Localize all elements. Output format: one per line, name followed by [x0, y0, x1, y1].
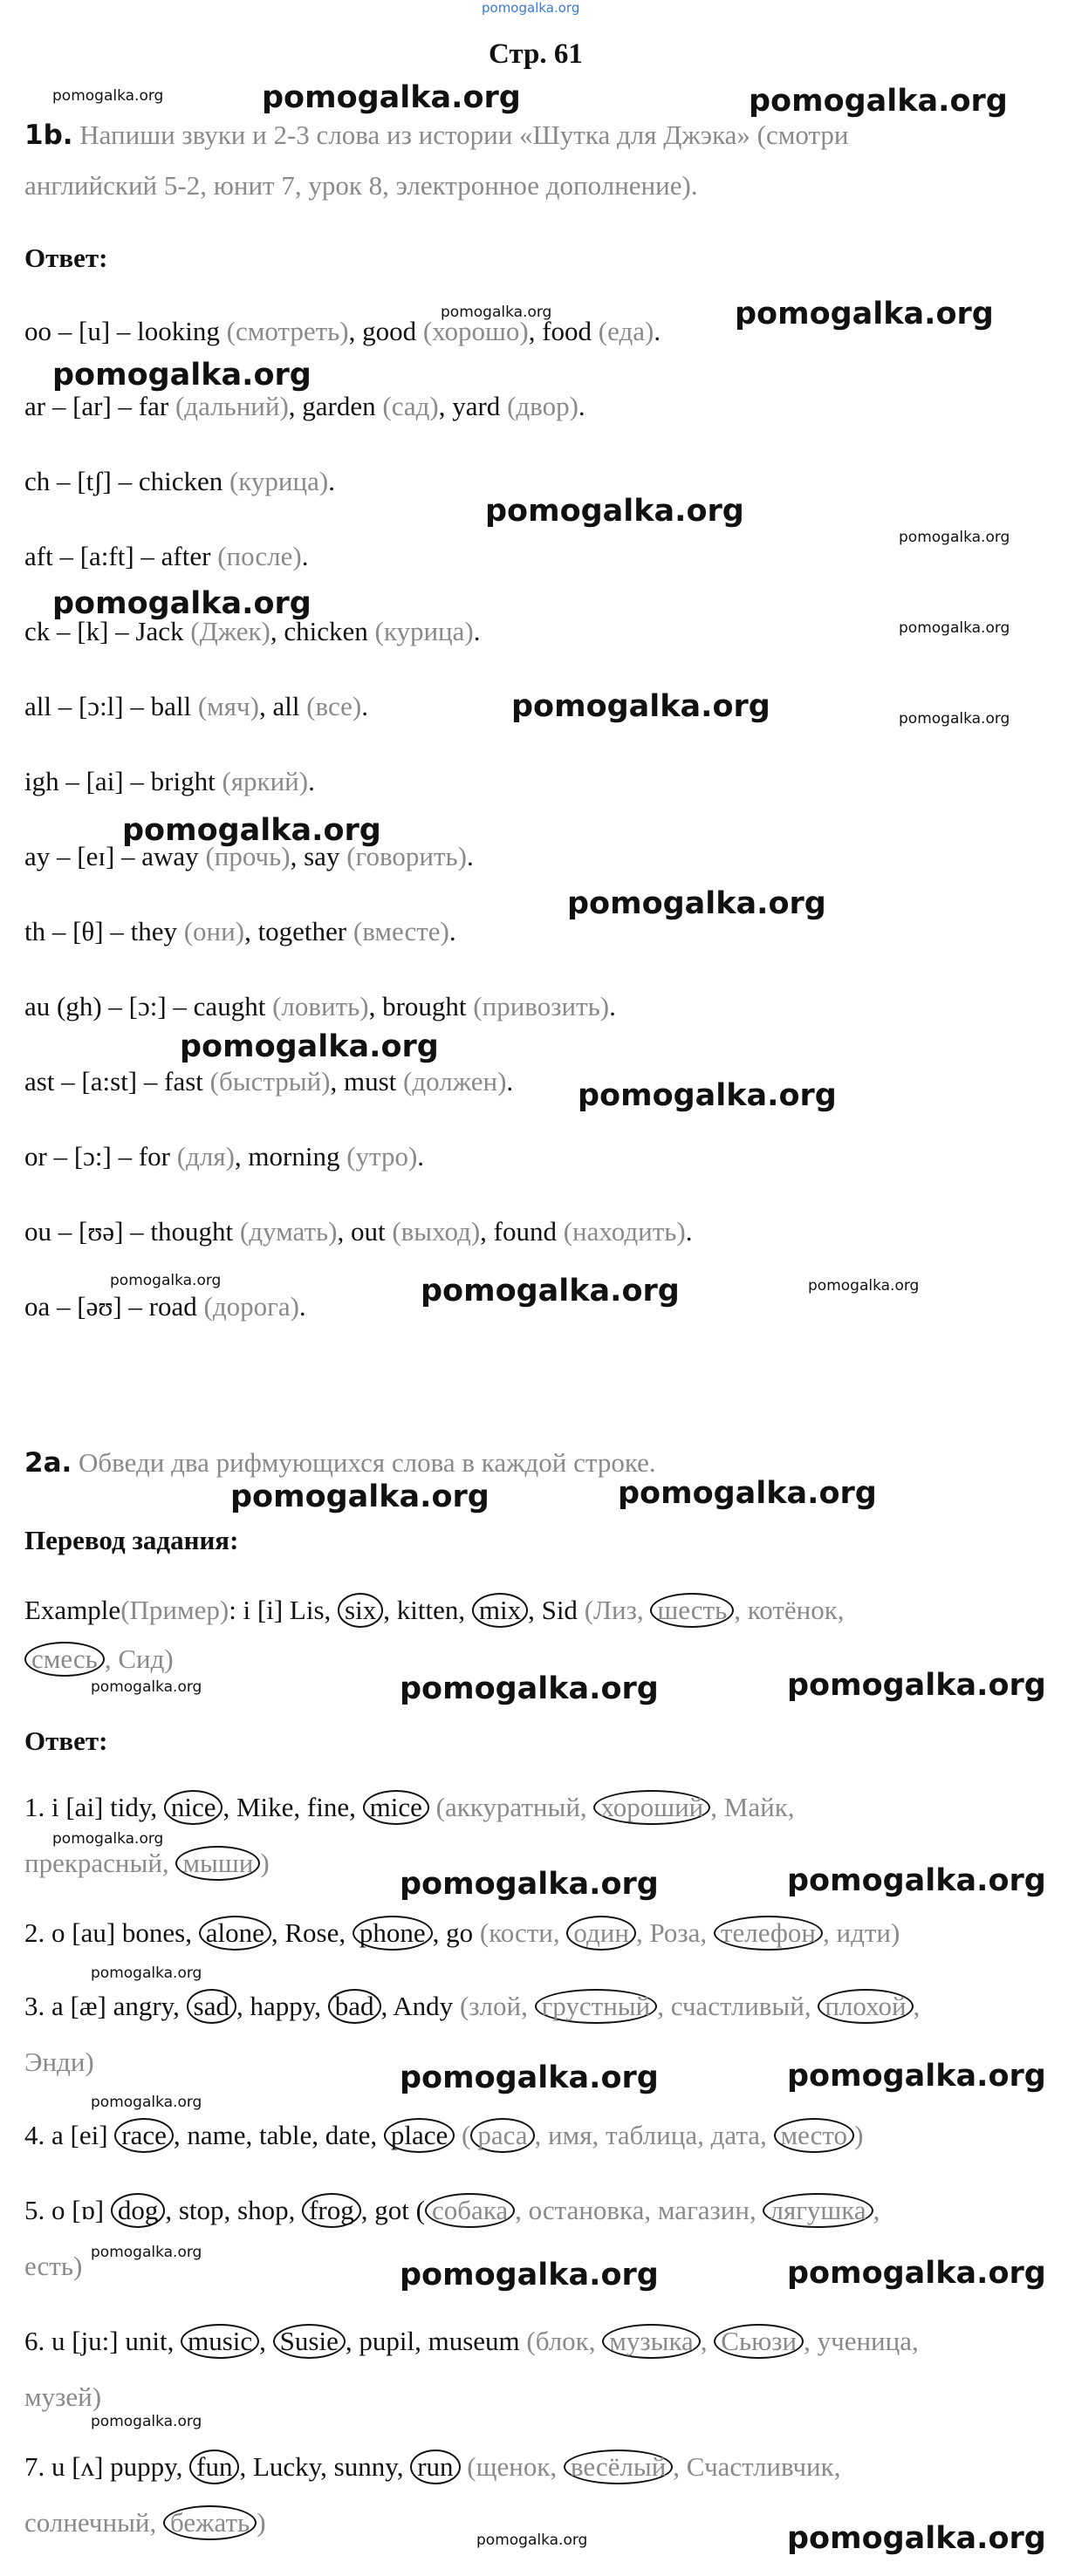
- sound-text: ar – [ar] – far: [24, 391, 175, 421]
- answer-text: , счастливый,: [657, 1991, 818, 2021]
- answer-text: (: [455, 2120, 471, 2150]
- translation-text: (должен): [403, 1066, 507, 1097]
- translation-text: (все): [306, 691, 362, 721]
- circled-word: place: [384, 2118, 455, 2153]
- answer-text: , pupil, museum: [345, 2326, 527, 2356]
- watermark: pomogalka.org: [52, 358, 312, 393]
- answer-text: 6. u [ju:] unit,: [24, 2326, 181, 2356]
- sound-text: , found: [480, 1216, 564, 1247]
- sound-text: ch – [tʃ] – chicken: [24, 466, 229, 496]
- watermark: pomogalka.org: [899, 529, 1010, 546]
- answer-text: , Счастливчик,: [673, 2451, 841, 2482]
- translation-label: Перевод задания:: [24, 1525, 239, 1555]
- answer-text: , Andy: [380, 1991, 460, 2021]
- watermark: pomogalka.org: [476, 2532, 588, 2549]
- answer-text: , Lucky, sunny,: [239, 2451, 411, 2482]
- circled-word: music: [181, 2324, 259, 2359]
- watermark: pomogalka.org: [578, 1078, 837, 1113]
- translation-text: (думать): [239, 1216, 338, 1247]
- translation-text: (утро): [346, 1141, 418, 1172]
- sound-text: .: [308, 766, 315, 796]
- sound-text: ast – [a:st] – fast: [24, 1066, 210, 1097]
- answer-text: прекрасный,: [24, 1848, 176, 1878]
- translation-text: (прочь): [205, 841, 291, 871]
- circled-word: bad: [328, 1989, 381, 2024]
- answer-text: 2. o [au] bones,: [24, 1917, 199, 1948]
- watermark: pomogalka.org: [899, 619, 1010, 637]
- example-translation: (Лиз,: [584, 1595, 651, 1625]
- sound-text: ou – [ʊə] – thought: [24, 1216, 240, 1247]
- translation-text: (хорошо): [422, 316, 529, 346]
- circled-word: собака: [425, 2193, 515, 2228]
- example-label-translation: (Пример): [120, 1595, 229, 1625]
- watermark: pomogalka.org: [262, 80, 521, 115]
- translation-text: (находить): [563, 1216, 686, 1247]
- watermark: pomogalka.org: [400, 1867, 659, 1902]
- answer-row: [24, 2380, 101, 2415]
- answer-text: 7. u [ʌ] puppy,: [24, 2451, 190, 2482]
- example-label: Example: [24, 1595, 121, 1625]
- answer-text: Энди): [24, 2046, 94, 2077]
- circled-word: один: [566, 1916, 636, 1951]
- answer-text: , happy,: [236, 1991, 328, 2021]
- watermark: pomogalka.org: [52, 87, 164, 105]
- answer-text: , остановка, магазин,: [515, 2195, 763, 2225]
- translation-text: (яркий): [222, 766, 309, 796]
- circled-word: бежать: [163, 2505, 257, 2540]
- task-1b-line1: [24, 119, 848, 152]
- sound-text: , food: [528, 316, 599, 346]
- answer-text: , имя, таблица, дата,: [534, 2120, 774, 2150]
- task-text: Напиши звуки и 2-3 слова из истории «Шутка для Джэка» (смотри: [79, 120, 849, 150]
- answer-row: [24, 2324, 919, 2359]
- sound-text: aft – [a:ft] – after: [24, 541, 218, 571]
- sound-text: , must: [330, 1066, 404, 1097]
- answer-text: , идти): [823, 1917, 900, 1948]
- sound-row: [24, 914, 456, 949]
- answer-text: ): [257, 2507, 266, 2538]
- translation-text: (курица): [229, 466, 329, 496]
- circled-word: плохой: [818, 1989, 913, 2024]
- watermark: pomogalka.org: [485, 494, 744, 529]
- watermark: pomogalka.org: [180, 1029, 439, 1064]
- sound-row: [24, 539, 308, 574]
- sound-text: or – [ɔ:] – for: [24, 1141, 177, 1172]
- answer-row: [24, 2193, 880, 2228]
- translation-text: (вместе): [353, 916, 449, 946]
- sound-text: , morning: [234, 1141, 347, 1172]
- sound-text: , out: [337, 1216, 393, 1247]
- watermark: pomogalka.org: [52, 586, 312, 621]
- sound-row: [24, 764, 315, 799]
- circled-word: раса: [470, 2118, 534, 2153]
- circled-word: музыка: [602, 2324, 701, 2359]
- circled-word: alone: [199, 1916, 271, 1951]
- watermark: pomogalka.org: [787, 2256, 1046, 2291]
- answer-text: , Mike, fine,: [222, 1792, 363, 1822]
- answer-text: ,: [700, 2326, 715, 2356]
- example-text: , kitten,: [383, 1595, 472, 1625]
- circled-word: весёлый: [564, 2450, 673, 2484]
- sound-text: igh – [ai] – bright: [24, 766, 222, 796]
- watermark: pomogalka.org: [749, 84, 1008, 119]
- watermark: pomogalka.org: [122, 813, 381, 848]
- sound-text: .: [361, 691, 368, 721]
- answer-text: ,: [913, 1991, 921, 2021]
- sound-text: th – [θ] – they: [24, 916, 184, 946]
- sound-text: , together: [244, 916, 353, 946]
- answer-label: Ответ:: [24, 243, 108, 273]
- watermark: pomogalka.org: [618, 1476, 877, 1511]
- circled-word: Сьюзи: [714, 2324, 804, 2359]
- circled-word: телефон: [714, 1916, 823, 1951]
- top-link[interactable]: pomogalka.org: [482, 0, 580, 16]
- answer-text: ): [854, 2120, 864, 2150]
- circled-word: mix: [472, 1593, 528, 1628]
- circled-word: смесь: [24, 1642, 105, 1677]
- answer-text: (щенок,: [460, 2451, 564, 2482]
- answer-row: [24, 1989, 920, 2024]
- answer-text: 5. o [ɒ]: [24, 2195, 111, 2225]
- sound-text: , all: [258, 691, 307, 721]
- circled-word: dog: [111, 2193, 166, 2228]
- answer-row: [24, 2118, 863, 2153]
- watermark: pomogalka.org: [400, 2060, 659, 2095]
- example-line2: [24, 1642, 174, 1677]
- answer-text: , Rose,: [270, 1917, 353, 1948]
- sound-text: , chicken: [270, 616, 375, 646]
- sound-text: ck – [k] – Jack: [24, 616, 191, 646]
- answer-text: музей): [24, 2381, 102, 2412]
- circled-word: шесть: [650, 1593, 734, 1628]
- sound-text: oo – [u] – looking: [24, 316, 227, 346]
- sound-row: [24, 1214, 692, 1249]
- circled-word: six: [338, 1593, 383, 1628]
- sound-text: au (gh) – [ɔ:] – caught: [24, 991, 273, 1022]
- answer-row: [24, 2450, 840, 2484]
- translation-text: (смотреть): [226, 316, 349, 346]
- sound-row: [24, 314, 661, 349]
- answer-text: (блок,: [526, 2326, 603, 2356]
- sound-text: , garden: [288, 391, 383, 421]
- sound-text: .: [328, 466, 335, 496]
- answer-row: [24, 2045, 94, 2080]
- sound-row: [24, 989, 616, 1024]
- sound-text: , yard: [438, 391, 508, 421]
- sound-text: .: [448, 916, 456, 946]
- watermark: pomogalka.org: [787, 2521, 1046, 2556]
- translation-text: (быстрый): [209, 1066, 331, 1097]
- circled-word: nice: [164, 1790, 223, 1825]
- translation-text: (дальний): [175, 391, 289, 421]
- watermark: pomogalka.org: [787, 1668, 1046, 1703]
- sound-text: ay – [eɪ] – away: [24, 841, 206, 871]
- watermark: pomogalka.org: [91, 1678, 202, 1696]
- translation-text: (для): [176, 1141, 235, 1172]
- circled-word: лягушка: [763, 2193, 873, 2228]
- watermark: pomogalka.org: [787, 2059, 1046, 2094]
- translation-text: (двор): [507, 391, 578, 421]
- translation-text: (после): [217, 541, 302, 571]
- circled-word: run: [410, 2450, 460, 2484]
- watermark: pomogalka.org: [567, 886, 826, 921]
- answer-text: 1. i [ai] tidy,: [24, 1792, 164, 1822]
- watermark: pomogalka.org: [110, 1272, 222, 1289]
- sound-row: [24, 464, 335, 499]
- answer-label-2: Ответ:: [24, 1725, 108, 1756]
- sound-text: , good: [348, 316, 423, 346]
- sound-text: .: [417, 1141, 425, 1172]
- answer-text: (кости,: [479, 1917, 567, 1948]
- answer-text: , go: [432, 1917, 480, 1948]
- example-translation: , Сид): [104, 1643, 174, 1674]
- translation-text: (дорога): [203, 1291, 299, 1322]
- answer-text: 3. a [æ] angry,: [24, 1991, 187, 2021]
- sound-text: all – [ɔ:l] – ball: [24, 691, 198, 721]
- translation-text: (еда): [598, 316, 654, 346]
- circled-word: race: [114, 2118, 174, 2153]
- task-number: 2a.: [24, 1447, 72, 1479]
- sound-text: .: [685, 1216, 693, 1247]
- answer-text: , got (: [360, 2195, 425, 2225]
- task-text: Обведи два рифмующихся слова в каждой строке.: [79, 1447, 656, 1478]
- answer-text: ): [260, 1848, 270, 1878]
- answer-row: [24, 2249, 82, 2284]
- sound-text: .: [466, 841, 474, 871]
- answer-row: [24, 2505, 266, 2540]
- watermark: pomogalka.org: [400, 1671, 659, 1706]
- sound-text: .: [578, 391, 585, 421]
- watermark: pomogalka.org: [787, 1863, 1046, 1898]
- answer-text: , name, table, date,: [173, 2120, 384, 2150]
- task-1b-line2: английский 5-2, юнит 7, урок 8, электронное дополнение).: [24, 170, 698, 201]
- sound-row: [24, 389, 585, 424]
- watermark: pomogalka.org: [400, 2258, 659, 2292]
- watermark: pomogalka.org: [421, 1274, 680, 1308]
- circled-word: sad: [187, 1989, 236, 2024]
- sound-text: oa – [əʊ] – road: [24, 1291, 204, 1322]
- circled-word: fun: [189, 2450, 239, 2484]
- answer-text: , Майк,: [710, 1792, 795, 1822]
- circled-word: phone: [353, 1916, 433, 1951]
- circled-word: мыши: [175, 1846, 260, 1881]
- answer-text: , ученица,: [804, 2326, 919, 2356]
- sound-text: , brought: [368, 991, 474, 1022]
- circled-word: mice: [363, 1790, 429, 1825]
- translation-text: (они): [183, 916, 245, 946]
- example-line1: [24, 1593, 845, 1628]
- sound-row: [24, 1064, 513, 1099]
- answer-text: солнечный,: [24, 2507, 163, 2538]
- answer-text: (аккуратный,: [428, 1792, 594, 1822]
- circled-word: frog: [302, 2193, 361, 2228]
- watermark: pomogalka.org: [441, 304, 552, 321]
- watermark: pomogalka.org: [91, 2244, 202, 2261]
- watermark: pomogalka.org: [52, 1830, 164, 1848]
- answer-text: 4. a [ei]: [24, 2120, 115, 2150]
- sound-text: .: [654, 316, 661, 346]
- circled-word: хороший: [593, 1790, 710, 1825]
- sound-text: .: [298, 1291, 306, 1322]
- circled-word: грустный: [535, 1989, 658, 2024]
- watermark: pomogalka.org: [511, 689, 770, 724]
- answer-text: (злой,: [459, 1991, 535, 2021]
- sound-row: [24, 1289, 306, 1324]
- watermark: pomogalka.org: [230, 1479, 490, 1514]
- watermark: pomogalka.org: [735, 297, 994, 331]
- answer-row: [24, 1916, 900, 1951]
- translation-text: (сад): [382, 391, 439, 421]
- translation-text: (курица): [374, 616, 474, 646]
- answer-row: [24, 1790, 795, 1825]
- translation-text: (Джек): [190, 616, 270, 646]
- sound-text: .: [473, 616, 481, 646]
- watermark: pomogalka.org: [91, 2094, 202, 2111]
- watermark: pomogalka.org: [808, 1277, 920, 1295]
- example-text: , Sid: [528, 1595, 585, 1625]
- example-translation: , котёнок,: [734, 1595, 845, 1625]
- sound-row: [24, 1139, 424, 1174]
- page-title: Стр. 61: [489, 38, 583, 70]
- answer-text: ,: [873, 2195, 880, 2225]
- circled-word: место: [774, 2118, 855, 2153]
- translation-text: (ловить): [272, 991, 369, 1022]
- translation-text: (мяч): [197, 691, 259, 721]
- task-2a-line: [24, 1446, 656, 1479]
- task-number: 1b.: [24, 120, 73, 151]
- translation-text: (привозить): [473, 991, 610, 1022]
- watermark: pomogalka.org: [91, 1964, 202, 1982]
- sound-text: .: [301, 541, 309, 571]
- sound-text: , say: [290, 841, 347, 871]
- example-text: : i [i] Lis,: [229, 1595, 339, 1625]
- answer-text: , Роза,: [635, 1917, 714, 1948]
- watermark: pomogalka.org: [899, 710, 1010, 728]
- watermark: pomogalka.org: [91, 2413, 202, 2430]
- translation-text: (выход): [392, 1216, 481, 1247]
- answer-text: есть): [24, 2251, 83, 2281]
- sound-text: .: [609, 991, 616, 1022]
- sound-text: .: [506, 1066, 514, 1097]
- translation-text: (говорить): [346, 841, 467, 871]
- sound-row: [24, 689, 368, 724]
- answer-text: ,: [259, 2326, 273, 2356]
- circled-word: Susie: [273, 2324, 346, 2359]
- answer-row: [24, 1846, 270, 1881]
- answer-text: , stop, shop,: [165, 2195, 303, 2225]
